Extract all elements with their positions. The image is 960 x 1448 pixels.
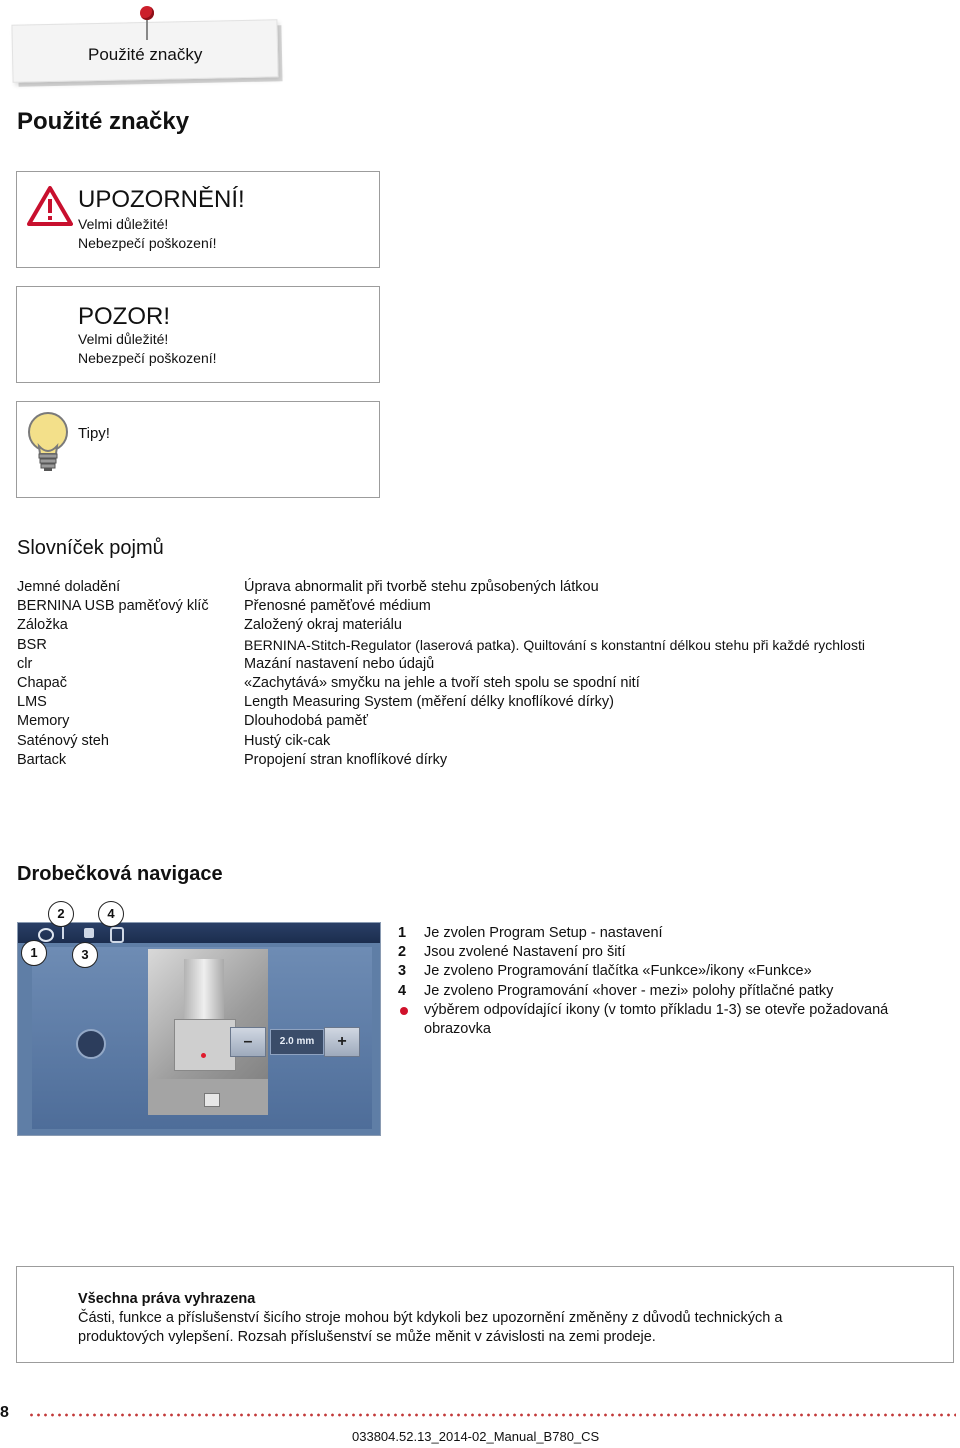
warning-triangle-icon bbox=[27, 186, 73, 226]
caution-box bbox=[16, 286, 380, 383]
play-button[interactable] bbox=[204, 1093, 220, 1107]
glossary-term: Saténový steh bbox=[17, 733, 109, 749]
value-display: 2.0 mm bbox=[270, 1029, 324, 1055]
legend-text: Je zvoleno Programování «hover - mezi» polohy přítlačné patky bbox=[424, 983, 834, 999]
legend-text: Je zvolen Program Setup - nastavení bbox=[424, 925, 663, 941]
rights-box bbox=[16, 1266, 954, 1363]
glossary-definition: Přenosné paměťové médium bbox=[244, 598, 431, 614]
glossary-definition: Length Measuring System (měření délky knoflíkové dírky) bbox=[244, 694, 614, 710]
presser-foot-icon[interactable] bbox=[110, 927, 124, 943]
warning-line2: Nebezpečí poškození! bbox=[78, 235, 217, 251]
glossary-definition: «Zachytává» smyčku na jehle a tvoří steh spolu se spodní nití bbox=[244, 675, 640, 691]
legend-bullet-text: výběrem odpovídající ikony (v tomto příkladu 1-3) se otevře požadovaná bbox=[424, 1002, 889, 1018]
tips-box bbox=[16, 401, 380, 498]
glossary-term: clr bbox=[17, 656, 33, 672]
caution-line1: Velmi důležité! bbox=[78, 331, 169, 347]
glossary-title: Slovníček pojmů bbox=[17, 537, 164, 559]
pushpin-icon bbox=[140, 6, 154, 20]
legend-number: 1 bbox=[398, 925, 407, 941]
glossary-definition: Propojení stran knoflíkové dírky bbox=[244, 752, 448, 768]
footer-decorative-rule bbox=[28, 1412, 956, 1418]
legend-number: 2 bbox=[398, 944, 407, 960]
caution-line2: Nebezpečí poškození! bbox=[78, 350, 217, 366]
needle-point-marker bbox=[201, 1053, 206, 1058]
glossary-term: BERNINA USB paměťový klíč bbox=[17, 598, 209, 614]
glossary-term: Bartack bbox=[17, 752, 67, 768]
glossary-term: Jemné doladění bbox=[17, 579, 121, 595]
glossary-definition: BERNINA-Stitch-Regulator (laserová patka). Quiltování s konstantní délkou stehu při každé rychlosti bbox=[244, 637, 865, 653]
rights-text-line1: Části, funkce a příslušenství šicího stroje mohou být kdykoli bez upozornění změněny z důvodů technických a bbox=[78, 1310, 783, 1326]
tips-label: Tipy! bbox=[78, 425, 110, 442]
foot-position-button[interactable] bbox=[76, 1029, 106, 1059]
page-title: Použité značky bbox=[17, 108, 190, 135]
legend-bullet-text-cont: obrazovka bbox=[424, 1021, 491, 1037]
function-icon[interactable] bbox=[84, 928, 94, 938]
glossary-term: LMS bbox=[17, 694, 47, 710]
presser-foot-sole bbox=[174, 1019, 236, 1071]
callout-4: 4 bbox=[98, 901, 124, 927]
glossary-definition: Hustý cik-cak bbox=[244, 733, 331, 749]
warning-box bbox=[16, 171, 380, 268]
glossary-term: BSR bbox=[17, 637, 47, 653]
glossary-definition: Založený okraj materiálu bbox=[244, 617, 402, 633]
glossary-definition: Úprava abnormalit při tvorbě stehu způsobených látkou bbox=[244, 579, 599, 595]
plus-button[interactable]: + bbox=[324, 1027, 360, 1057]
callout-2: 2 bbox=[48, 901, 74, 927]
warning-title: UPOZORNĚNÍ! bbox=[78, 186, 245, 213]
bullet-icon bbox=[400, 1007, 408, 1015]
callout-3: 3 bbox=[72, 942, 98, 968]
glossary-term: Záložka bbox=[17, 617, 68, 633]
legend-text: Je zvoleno Programování tlačítka «Funkce»/ikony «Funkce» bbox=[424, 963, 812, 979]
glossary-term: Memory bbox=[17, 713, 70, 729]
note-label: Použité značky bbox=[88, 45, 203, 64]
glossary-term: Chapač bbox=[17, 675, 67, 691]
document-id: 033804.52.13_2014-02_Manual_B780_CS bbox=[352, 1429, 600, 1444]
glossary-definition: Dlouhodobá paměť bbox=[244, 713, 368, 729]
minus-button[interactable]: – bbox=[230, 1027, 266, 1057]
setup-icon[interactable] bbox=[38, 928, 54, 942]
page-number: 8 bbox=[0, 1404, 9, 1421]
rights-title: Všechna práva vyhrazena bbox=[78, 1291, 256, 1307]
screen-breadcrumb-bar bbox=[18, 923, 380, 943]
rights-text-line2: produktových vylepšení. Rozsah příslušenství se může měnit v závislosti na zemi prodeje. bbox=[78, 1329, 656, 1345]
legend-number: 3 bbox=[398, 963, 407, 979]
glossary-definition: Mazání nastavení nebo údajů bbox=[244, 656, 435, 672]
breadcrumb-title: Drobečková navigace bbox=[17, 863, 223, 885]
warning-line1: Velmi důležité! bbox=[78, 216, 169, 232]
caution-title: POZOR! bbox=[78, 303, 171, 330]
needle-icon[interactable] bbox=[62, 927, 64, 939]
legend-text: Jsou zvolené Nastavení pro šití bbox=[424, 944, 626, 960]
callout-1: 1 bbox=[21, 940, 47, 966]
pin-needle bbox=[146, 18, 148, 40]
legend-number: 4 bbox=[398, 983, 407, 999]
light-bulb-icon bbox=[25, 410, 71, 474]
